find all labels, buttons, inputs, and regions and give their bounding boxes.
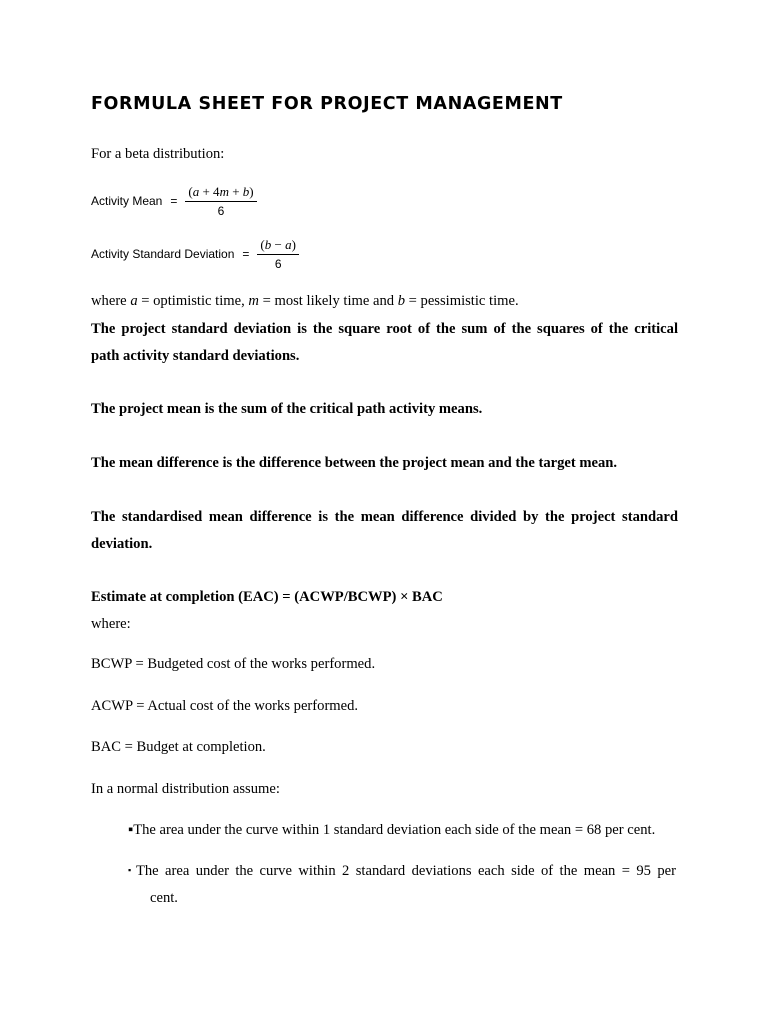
bullet-two-sd-line2: cent. (150, 890, 178, 906)
standardised-diff-statement-line2: deviation. (91, 536, 153, 552)
acwp-definition: ACWP = Actual cost of the works performed. (91, 698, 359, 714)
bullet-square-icon: ▪ (128, 865, 134, 875)
mean-difference-statement: The mean difference is the difference between the project mean and the target mean. (91, 455, 618, 471)
activity-mean-label: Activity Mean (91, 194, 163, 208)
bullet-two-sd-line1: ▪ The area under the curve within 2 standard deviations each side of the mean = 95 per (128, 863, 676, 879)
variable-definitions: where a = optimistic time, m = most likely time and b = pessimistic time. (91, 293, 519, 309)
eac-where: where: (91, 616, 131, 632)
bullet-one-sd: ▪The area under the curve within 1 standard deviation each side of the mean = 68 per cent. (128, 822, 656, 838)
activity-mean-fraction (185, 184, 256, 218)
standardised-diff-statement-line1: The standardised mean difference is the mean difference divided by the project standard (91, 509, 678, 525)
activity-mean-numerator: (a + 4m + b) (185, 184, 256, 202)
bullet-square-icon: ▪ (128, 822, 134, 838)
bcwp-definition: BCWP = Budgeted cost of the works performed. (91, 656, 376, 672)
page-title: FORMULA SHEET FOR PROJECT MANAGEMENT (91, 94, 563, 114)
activity-sd-denominator: 6 (274, 257, 282, 271)
beta-intro: For a beta distribution: (91, 146, 225, 162)
activity-sd-formula (91, 237, 299, 271)
activity-mean-denominator: 6 (217, 204, 225, 218)
equals-sign: = (170, 194, 178, 208)
bac-definition: BAC = Budget at completion. (91, 739, 266, 755)
normal-distribution-intro: In a normal distribution assume: (91, 781, 280, 797)
activity-sd-fraction (257, 237, 299, 271)
eac-formula: Estimate at completion (EAC) = (ACWP/BCWP) × BAC (91, 589, 443, 605)
project-sd-statement-line2: path activity standard deviations. (91, 348, 300, 364)
activity-sd-label: Activity Standard Deviation (91, 247, 235, 261)
equals-sign: = (242, 247, 250, 261)
activity-mean-formula (91, 184, 257, 218)
activity-sd-numerator: (b − a) (257, 237, 299, 255)
project-sd-statement-line1: The project standard deviation is the square root of the sum of the squares of the critical (91, 321, 678, 337)
project-mean-statement: The project mean is the sum of the critical path activity means. (91, 401, 483, 417)
